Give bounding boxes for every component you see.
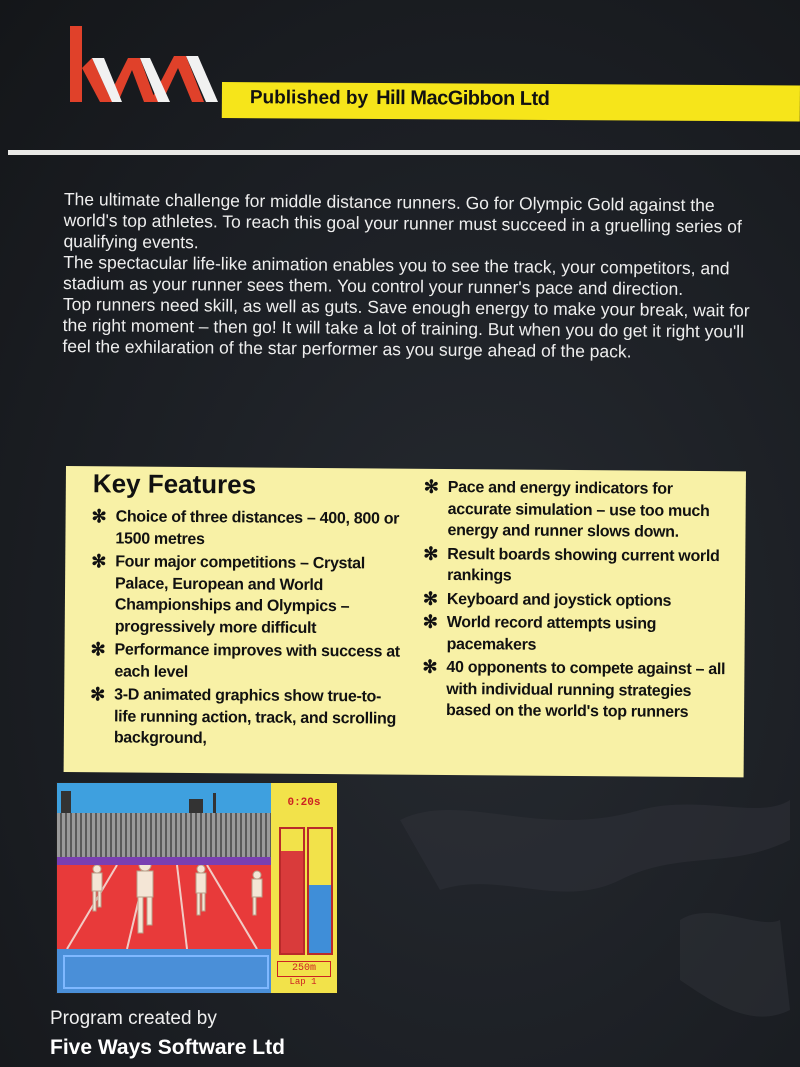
feature-item: [91, 506, 401, 551]
energy-gauge: [279, 827, 305, 955]
asterisk-bullet-icon: ✻: [423, 543, 439, 564]
feature-item: [91, 551, 402, 639]
divider-rule: [8, 150, 800, 155]
publisher-band: [222, 82, 800, 122]
feature-item: [422, 657, 732, 724]
runners-icon: [57, 865, 271, 949]
hm-logo: [66, 22, 226, 106]
key-features-panel: [64, 466, 746, 777]
feature-text: Choice of three distances – 400, 800 or 1500 metres: [115, 508, 400, 548]
feature-text: 40 opponents to compete against – all with individual running strategies based on the world's top runners: [446, 658, 726, 721]
asterisk-bullet-icon: ✻: [90, 639, 106, 660]
asterisk-bullet-icon: ✻: [422, 611, 438, 632]
features-right-list: [422, 477, 734, 726]
race-timer: 0:20s: [287, 797, 321, 809]
description-paragraph-3: Top runners need skill, as well as guts. Save enough energy to make your break, wait for the right moment – then go! It will take a lot of training. But when you do get it right you'll feel the exhilaration of the star performer as you surge ahead of the pack.: [62, 293, 750, 362]
game-screenshot: [56, 782, 338, 994]
features-left-list: [90, 506, 402, 753]
indicator-panel: [271, 783, 337, 993]
stadium-crowd: [57, 813, 271, 857]
published-by-label: Published by: [249, 87, 369, 109]
stadium-skyline-icon: [57, 783, 271, 815]
asterisk-bullet-icon: ✻: [90, 684, 106, 705]
feature-item: [423, 543, 733, 588]
key-features-title: Key Features: [92, 468, 257, 500]
feature-item: [423, 477, 733, 544]
feature-item: [90, 684, 400, 751]
developer-name: Five Ways Software Ltd: [50, 1036, 285, 1059]
asterisk-bullet-icon: ✻: [422, 588, 438, 609]
status-bar: [57, 949, 271, 993]
feature-text: Pace and energy indicators for accurate simulation – use too much energy and runner slows down.: [447, 478, 710, 541]
asterisk-bullet-icon: ✻: [422, 656, 438, 677]
feature-text: Performance improves with success at each level: [114, 641, 400, 681]
feature-text: Keyboard and joystick options: [446, 590, 672, 610]
feature-text: World record attempts using pacemakers: [446, 613, 657, 654]
energy-gauge-fill: [281, 851, 303, 953]
game-description: [62, 189, 764, 364]
asterisk-bullet-icon: ✻: [423, 476, 439, 497]
feature-text: 3-D animated graphics show true-to-life running action, track, and scrolling background,: [113, 686, 397, 748]
feature-item: [423, 588, 733, 612]
credit-label: Program created by: [50, 1008, 217, 1029]
feature-item: [90, 639, 400, 684]
developer-credit: [50, 1008, 285, 1060]
feature-item: [423, 612, 733, 657]
trackside-wall: [57, 857, 271, 865]
asterisk-bullet-icon: ✻: [91, 551, 107, 572]
asterisk-bullet-icon: ✻: [91, 506, 107, 527]
lap-readout: Lap 1: [289, 977, 317, 987]
status-box: [63, 955, 269, 989]
description-paragraph-2: The spectacular life-like animation enables you to see the track, your competitors, and stadium as your runner sees them. You control your runner's pace and direction.: [63, 251, 730, 299]
publisher-name: Hill MacGibbon Ltd: [376, 86, 550, 110]
distance-readout: 250m: [277, 961, 331, 977]
feature-text: Four major competitions – Crystal Palace, European and World Championships and Olympics – progressively more difficult: [114, 553, 366, 637]
feature-text: Result boards showing current world rankings: [447, 545, 720, 585]
pace-gauge-fill: [309, 885, 331, 953]
description-paragraph-1: The ultimate challenge for middle distance runners. Go for Olympic Gold against the world's top athletes. To reach this goal your runner must succeed in a gruelling series of qualifying events.: [63, 189, 742, 253]
publisher-line: [250, 86, 550, 111]
pace-gauge: [307, 827, 333, 955]
